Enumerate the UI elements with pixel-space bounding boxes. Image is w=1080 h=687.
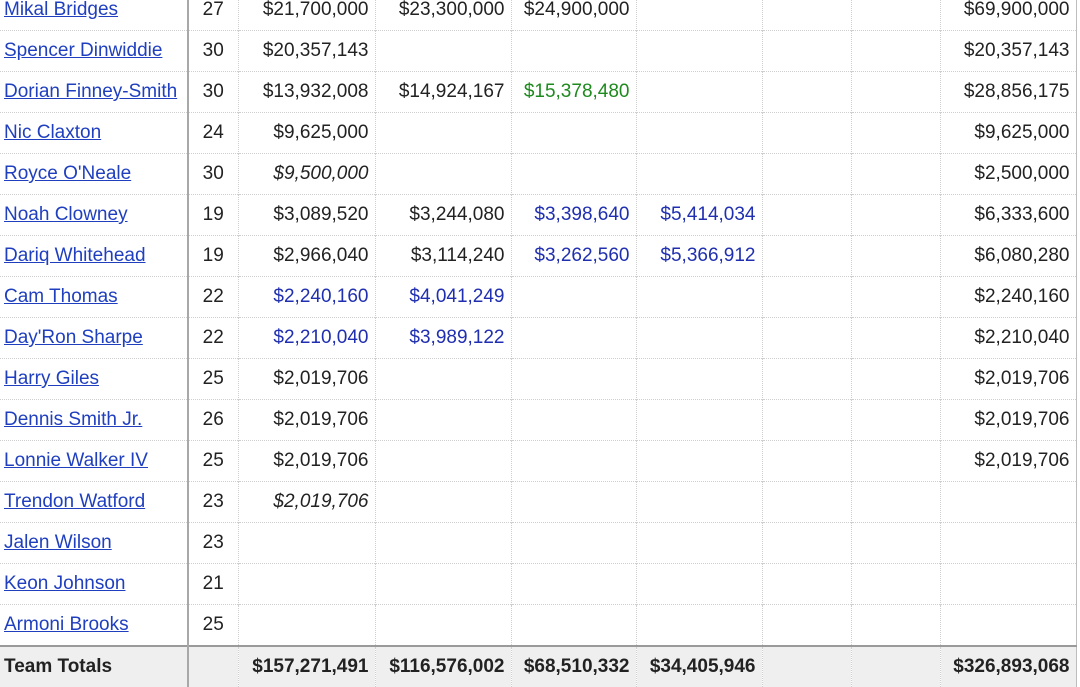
salary-cell (851, 441, 940, 482)
age-cell: 24 (188, 113, 238, 154)
team-option-cell: $5,366,912 (636, 236, 762, 277)
player-link[interactable]: Cam Thomas (4, 286, 118, 307)
team-totals-row (0, 646, 1076, 687)
age-cell: 23 (188, 523, 238, 564)
salary-cell (375, 154, 511, 195)
salary-cell (375, 359, 511, 400)
salary-cell (851, 359, 940, 400)
salary-cell (851, 236, 940, 277)
guaranteed-cell: $20,357,143 (940, 31, 1076, 72)
salary-cell (851, 113, 940, 154)
salary-cell (762, 400, 851, 441)
salary-cell (762, 605, 851, 647)
salary-cell: $14,924,167 (375, 72, 511, 113)
table-row (0, 400, 1076, 441)
age-cell: 25 (188, 441, 238, 482)
table-row (0, 482, 1076, 523)
salary-cell (851, 605, 940, 647)
total-cell: $68,510,332 (511, 646, 636, 687)
table-row (0, 605, 1076, 647)
table-row (0, 0, 1076, 31)
player-link[interactable]: Lonnie Walker IV (4, 450, 148, 471)
salary-cell (851, 318, 940, 359)
salary-cell: $13,932,008 (238, 72, 375, 113)
guaranteed-cell (940, 482, 1076, 523)
salary-cell: $3,244,080 (375, 195, 511, 236)
age-cell: 23 (188, 482, 238, 523)
salary-cell (511, 523, 636, 564)
guaranteed-cell: $2,019,706 (940, 441, 1076, 482)
guaranteed-cell (940, 564, 1076, 605)
total-cell (851, 646, 940, 687)
guaranteed-cell: $2,210,040 (940, 318, 1076, 359)
salary-cell (851, 72, 940, 113)
age-cell: 25 (188, 605, 238, 647)
salary-cell (511, 113, 636, 154)
salary-cell (636, 482, 762, 523)
salary-cell: $9,625,000 (238, 113, 375, 154)
team-option-cell: $3,989,122 (375, 318, 511, 359)
guaranteed-cell: $2,019,706 (940, 359, 1076, 400)
player-option-cell: $15,378,480 (511, 72, 636, 113)
salary-cell (636, 31, 762, 72)
non-guaranteed-salary-cell: $2,019,706 (238, 482, 375, 523)
salary-cell (375, 482, 511, 523)
age-cell: 21 (188, 564, 238, 605)
non-guaranteed-salary-cell: $9,500,000 (238, 154, 375, 195)
player-link[interactable]: Armoni Brooks (4, 614, 129, 635)
age-cell: 25 (188, 359, 238, 400)
salary-cell (511, 400, 636, 441)
age-cell: 30 (188, 154, 238, 195)
salary-cell (636, 72, 762, 113)
salary-cell: $2,019,706 (238, 441, 375, 482)
player-link[interactable]: Royce O'Neale (4, 163, 132, 184)
salary-cell (511, 318, 636, 359)
guaranteed-cell: $2,019,706 (940, 400, 1076, 441)
total-cell: $157,271,491 (238, 646, 375, 687)
total-cell: $34,405,946 (636, 646, 762, 687)
salary-cell (511, 441, 636, 482)
age-cell: 30 (188, 72, 238, 113)
salary-cell (762, 113, 851, 154)
guaranteed-cell: $6,080,280 (940, 236, 1076, 277)
salary-cell (762, 318, 851, 359)
salary-cell (762, 154, 851, 195)
team-option-cell: $5,414,034 (636, 195, 762, 236)
table-row (0, 277, 1076, 318)
age-cell: 22 (188, 318, 238, 359)
salary-cell (851, 154, 940, 195)
guaranteed-cell: $2,500,000 (940, 154, 1076, 195)
salary-cell (636, 564, 762, 605)
team-option-cell: $3,262,560 (511, 236, 636, 277)
player-link[interactable]: Harry Giles (4, 368, 100, 389)
guaranteed-cell: $9,625,000 (940, 113, 1076, 154)
guaranteed-cell: $6,333,600 (940, 195, 1076, 236)
salary-cell (511, 31, 636, 72)
salary-cell (375, 605, 511, 647)
total-guaranteed-cell: $326,893,068 (940, 646, 1076, 687)
salary-cell (762, 277, 851, 318)
total-cell: $116,576,002 (375, 646, 511, 687)
guaranteed-cell: $28,856,175 (940, 72, 1076, 113)
salary-cell (851, 564, 940, 605)
guaranteed-cell: $69,900,000 (940, 0, 1076, 31)
salary-cell (238, 523, 375, 564)
salary-cell (238, 564, 375, 605)
salary-cell (511, 482, 636, 523)
salary-cell: $21,700,000 (238, 0, 375, 31)
table-row (0, 31, 1076, 72)
age-cell: 22 (188, 277, 238, 318)
salary-cell (636, 113, 762, 154)
player-link[interactable]: Noah Clowney (4, 204, 128, 225)
salary-cell: $3,089,520 (238, 195, 375, 236)
salary-cell (511, 359, 636, 400)
salary-cell (636, 318, 762, 359)
salary-cell (762, 72, 851, 113)
guaranteed-cell (940, 523, 1076, 564)
player-link[interactable]: Trendon Watford (4, 491, 146, 512)
salary-cell (511, 605, 636, 647)
salary-cell (375, 441, 511, 482)
age-cell (188, 646, 238, 687)
salary-cell (636, 605, 762, 647)
salary-cell: $2,019,706 (238, 400, 375, 441)
player-link[interactable]: Dorian Finney-Smith (4, 81, 178, 102)
salary-cell (636, 277, 762, 318)
salary-cell (511, 564, 636, 605)
salary-cell (375, 113, 511, 154)
table-row (0, 523, 1076, 564)
salary-cell (375, 523, 511, 564)
table-row (0, 236, 1076, 277)
salary-cell: $3,114,240 (375, 236, 511, 277)
team-option-cell: $2,210,040 (238, 318, 375, 359)
table-row (0, 441, 1076, 482)
salary-cell (762, 441, 851, 482)
table-row (0, 72, 1076, 113)
salary-cell (762, 359, 851, 400)
salary-cell: $20,357,143 (238, 31, 375, 72)
salary-cell: $24,900,000 (511, 0, 636, 31)
age-cell: 19 (188, 195, 238, 236)
team-option-cell: $2,240,160 (238, 277, 375, 318)
salary-cell: $2,019,706 (238, 359, 375, 400)
player-link[interactable]: Nic Claxton (4, 122, 102, 143)
team-option-cell: $3,398,640 (511, 195, 636, 236)
player-link[interactable]: Mikal Bridges (4, 0, 119, 20)
salary-cell (238, 605, 375, 647)
salary-cell (851, 482, 940, 523)
salary-cell (511, 277, 636, 318)
salary-cell (636, 154, 762, 195)
age-cell: 26 (188, 400, 238, 441)
team-option-cell: $4,041,249 (375, 277, 511, 318)
guaranteed-cell: $2,240,160 (940, 277, 1076, 318)
salary-cell (762, 482, 851, 523)
salary-cell (375, 400, 511, 441)
table-row (0, 113, 1076, 154)
salary-cell (636, 441, 762, 482)
total-cell (762, 646, 851, 687)
age-cell: 19 (188, 236, 238, 277)
salary-cell (851, 31, 940, 72)
salary-cell (851, 523, 940, 564)
salary-cell (511, 154, 636, 195)
salary-cell (636, 400, 762, 441)
table-row (0, 359, 1076, 400)
table-row (0, 154, 1076, 195)
salary-cell (851, 0, 940, 31)
salary-cell (636, 0, 762, 31)
salary-cell: $2,966,040 (238, 236, 375, 277)
table-row (0, 318, 1076, 359)
salary-cell (636, 359, 762, 400)
salary-cell (762, 31, 851, 72)
table-row (0, 564, 1076, 605)
table-row (0, 195, 1076, 236)
player-link[interactable]: Day'Ron Sharpe (4, 327, 143, 348)
salary-cell: $23,300,000 (375, 0, 511, 31)
player-link[interactable]: Dariq Whitehead (4, 245, 146, 266)
age-cell: 30 (188, 31, 238, 72)
salary-cell (851, 195, 940, 236)
salary-cell (375, 564, 511, 605)
player-link[interactable]: Spencer Dinwiddie (4, 40, 163, 61)
salary-cell (851, 277, 940, 318)
guaranteed-cell (940, 605, 1076, 647)
player-link[interactable]: Dennis Smith Jr. (4, 409, 143, 430)
salary-cell (375, 31, 511, 72)
team-totals-label: Team Totals (0, 646, 188, 687)
salary-cell (762, 564, 851, 605)
salary-cell (762, 236, 851, 277)
salary-cell (762, 523, 851, 564)
salary-cell (636, 523, 762, 564)
player-link[interactable]: Keon Johnson (4, 573, 126, 594)
salary-cell (851, 400, 940, 441)
age-cell: 27 (188, 0, 238, 31)
salary-cell (762, 0, 851, 31)
salary-cell (762, 195, 851, 236)
player-link[interactable]: Jalen Wilson (4, 532, 112, 553)
